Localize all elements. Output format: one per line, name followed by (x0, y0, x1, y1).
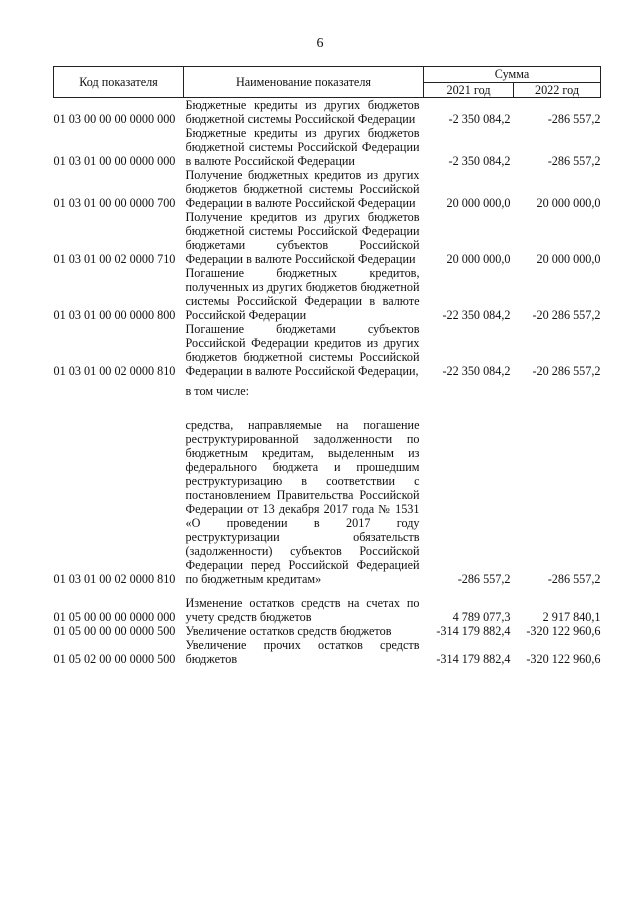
table-row (54, 378, 601, 400)
row-code: 01 03 01 00 00 0000 700 (53, 196, 176, 210)
row-value-2022: -320 122 960,6 (526, 652, 601, 666)
row-value-2022: 20 000 000,0 (536, 252, 601, 266)
table-row (54, 210, 601, 266)
row-value-2022: -20 286 557,2 (532, 308, 601, 322)
row-value-2022 (514, 378, 601, 400)
row-name: Бюджетные кредиты из других бюджетов бюджетной системы Российской Федерации в валюте Российской Федерации (185, 126, 420, 168)
budget-table (53, 66, 601, 666)
row-name: в том числе: (185, 384, 250, 398)
row-name: Получение бюджетных кредитов из других бюджетов бюджетной системы Российской Федерации в валюте Российской Федерации (185, 168, 420, 210)
page-number: 6 (316, 36, 324, 51)
row-value-2021: 20 000 000,0 (446, 196, 511, 210)
row-value-2021: 4 789 077,3 (452, 610, 511, 624)
table-row (54, 638, 601, 666)
row-value-2021: -286 557,2 (457, 572, 511, 586)
row-value-2022: -20 286 557,2 (532, 364, 601, 378)
row-value-2021: 20 000 000,0 (446, 252, 511, 266)
header-name: Наименование показателя (184, 67, 424, 98)
row-name: Получение кредитов из других бюджетов бюджетной системы Российской Федерации бюджетами субъектов Российской Федерации в валюте Российской Федерации (185, 210, 420, 266)
table-row (54, 322, 601, 378)
row-value-2022: -286 557,2 (547, 572, 601, 586)
row-value-2022: -320 122 960,6 (526, 624, 601, 638)
table-row (54, 400, 601, 586)
row-code: 01 03 01 00 00 0000 800 (53, 308, 176, 322)
header-sum: Сумма (424, 67, 601, 83)
row-code: 01 05 00 00 00 0000 000 (53, 610, 176, 624)
header-code: Код показателя (54, 67, 184, 98)
table-row (54, 98, 601, 127)
row-value-2021: -314 179 882,4 (436, 624, 511, 638)
row-value-2021: -2 350 084,2 (448, 154, 511, 168)
table-header (54, 67, 601, 98)
row-name: средства, направляемые на погашение реструктурированной задолженности по бюджетным кредитам, выделенным из федерального бюджета и прошедшим реструктуризацию в соответствии с постановлением Правительства Российской Федерации от 13 декабря 2017 года № 1531 «О проведении в 2017 году реструктуризации обязательств (задолженности) субъектов Российской Федерации перед Российской Федерацией по бюджетным кредитам» (185, 418, 420, 586)
row-code: 01 05 02 00 00 0000 500 (53, 652, 176, 666)
row-name: Бюджетные кредиты из других бюджетов бюджетной системы Российской Федерации (185, 98, 420, 126)
row-code: 01 03 01 00 02 0000 710 (53, 252, 176, 266)
row-code: 01 03 01 00 02 0000 810 (53, 572, 176, 586)
row-code: 01 03 01 00 00 0000 000 (53, 154, 176, 168)
header-year-2022: 2022 год (514, 82, 601, 98)
row-value-2021: -314 179 882,4 (436, 652, 511, 666)
table-row (54, 624, 601, 638)
table-row (54, 126, 601, 168)
row-value-2021: -2 350 084,2 (448, 112, 511, 126)
row-name: Увеличение прочих остатков средств бюджетов (185, 638, 420, 666)
row-value-2022: 2 917 840,1 (542, 610, 601, 624)
row-value-2022: -286 557,2 (547, 112, 601, 126)
row-code: 01 05 00 00 00 0000 500 (53, 624, 176, 638)
row-name: Погашение бюджетных кредитов, полученных из других бюджетов бюджетной системы Российской Федерации в валюте Российской Федерации (185, 266, 420, 322)
table-row (54, 586, 601, 624)
row-value-2021: -22 350 084,2 (442, 364, 511, 378)
row-code (54, 378, 184, 400)
row-name: Увеличение остатков средств бюджетов (185, 624, 392, 638)
row-value-2021: -22 350 084,2 (442, 308, 511, 322)
table-row (54, 266, 601, 322)
row-value-2022: -286 557,2 (547, 154, 601, 168)
table-row (54, 168, 601, 210)
row-value-2022: 20 000 000,0 (536, 196, 601, 210)
table-body (54, 98, 601, 667)
header-year-2021: 2021 год (424, 82, 514, 98)
row-value-2021 (424, 378, 514, 400)
row-code: 01 03 00 00 00 0000 000 (53, 112, 176, 126)
row-code: 01 03 01 00 02 0000 810 (53, 364, 176, 378)
row-name: Изменение остатков средств на счетах по учету средств бюджетов (185, 596, 420, 624)
row-name: Погашение бюджетами субъектов Российской Федерации кредитов из других бюджетов бюджетной системы Российской Федерации в валюте Российской Федерации, (185, 322, 420, 378)
